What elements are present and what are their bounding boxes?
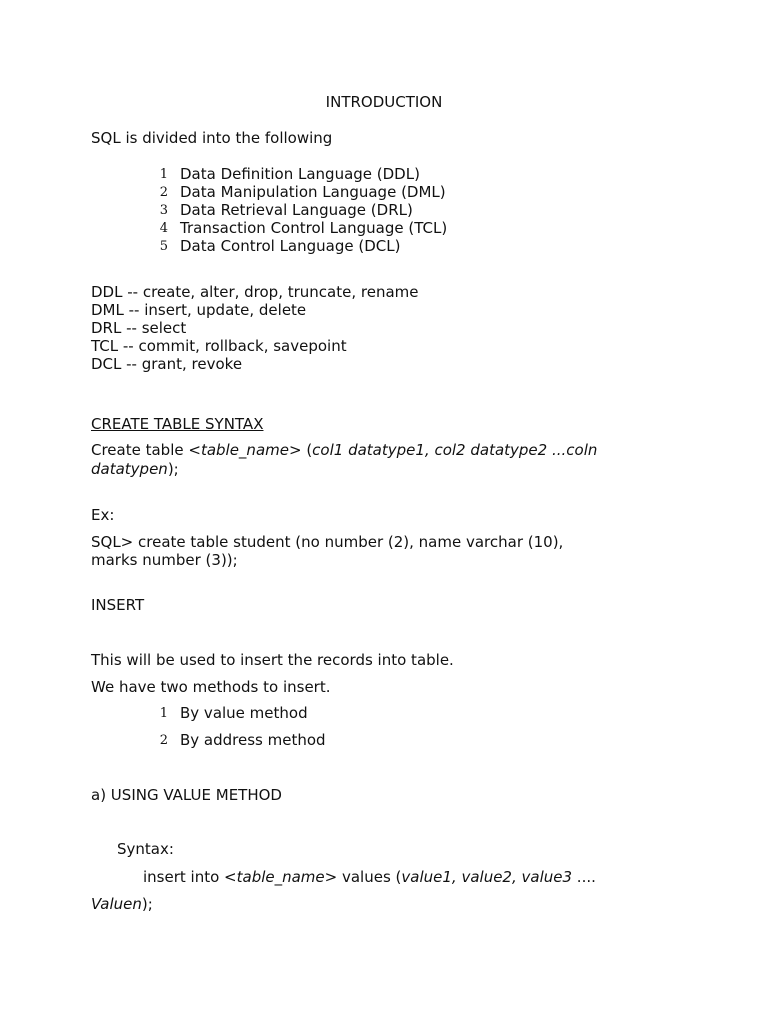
command-line: DRL -- select <box>91 319 187 337</box>
page-title: INTRODUCTION <box>325 93 443 111</box>
example-line: SQL> create table student (no number (2), name varchar (10), <box>91 533 564 551</box>
list-number: 1 <box>159 706 168 721</box>
command-line: DDL -- create, alter, drop, truncate, rename <box>91 283 419 301</box>
list-number: 5 <box>159 239 168 254</box>
list-item: Data Manipulation Language (DML) <box>180 183 446 201</box>
list-number: 1 <box>159 167 168 182</box>
insert-heading: INSERT <box>91 596 145 614</box>
insert-syntax-cont: Valuen); <box>91 895 153 913</box>
list-item: Data Control Language (DCL) <box>180 237 401 255</box>
insert-syntax: insert into <table_name> values (value1, value2, value3 .... <box>143 868 596 886</box>
list-item: By address method <box>180 731 326 749</box>
list-number: 3 <box>159 203 168 218</box>
list-number: 2 <box>159 185 168 200</box>
insert-description: This will be used to insert the records into table. <box>91 651 454 669</box>
list-number: 4 <box>159 221 168 236</box>
list-number: 2 <box>159 733 168 748</box>
insert-methods-intro: We have two methods to insert. <box>91 678 331 696</box>
example-label: Ex: <box>91 506 115 524</box>
command-line: TCL -- commit, rollback, savepoint <box>91 337 347 355</box>
command-line: DML -- insert, update, delete <box>91 301 307 319</box>
list-item: Data Definition Language (DDL) <box>180 165 420 183</box>
create-table-heading: CREATE TABLE SYNTAX <box>91 415 264 433</box>
command-line: DCL -- grant, revoke <box>91 355 243 373</box>
list-item: Data Retrieval Language (DRL) <box>180 201 413 219</box>
list-item: Transaction Control Language (TCL) <box>180 219 448 237</box>
example-line: marks number (3)); <box>91 551 238 569</box>
create-table-syntax-cont: datatypen); <box>91 460 179 478</box>
value-method-heading: a) USING VALUE METHOD <box>91 786 282 804</box>
syntax-label: Syntax: <box>117 840 174 858</box>
intro-text: SQL is divided into the following <box>91 129 333 147</box>
create-table-syntax: Create table <table_name> (col1 datatype1, col2 datatype2 ...coln <box>91 441 598 459</box>
list-item: By value method <box>180 704 308 722</box>
